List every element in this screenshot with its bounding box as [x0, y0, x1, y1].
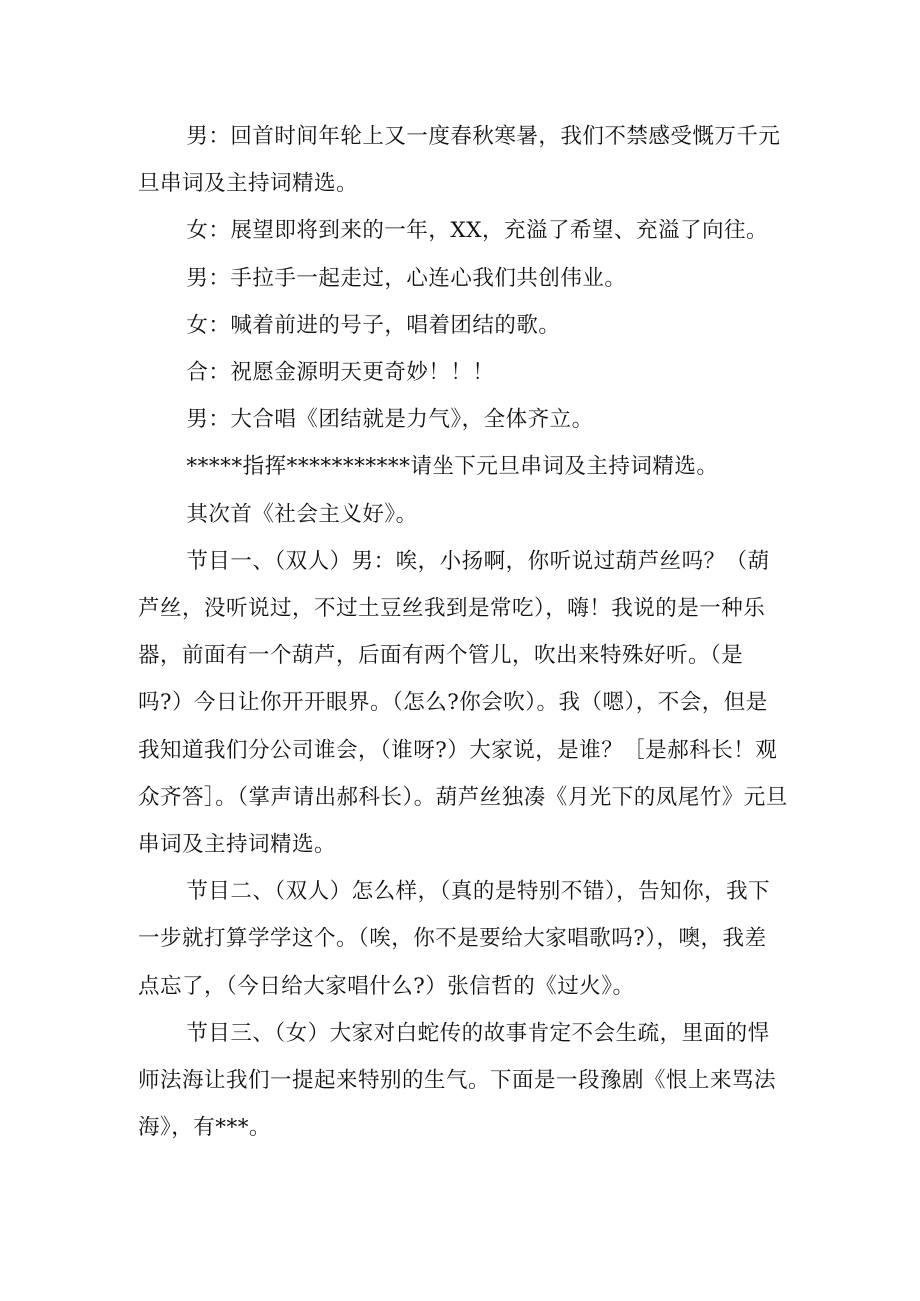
paragraph-program-two: 节目二、（双人）怎么样，（真的是特别不错），告知你，我下一步就打算学学这个。（唉，你不是要给大家唱歌吗?），噢，我差点忘了，（今日给大家唱什么?）张信哲的《过火》。	[138, 879, 771, 999]
paragraph-conductor: *****指挥***********请坐下元旦串词及主持词精选。	[186, 454, 719, 480]
paragraph-second-song: 其次首《社会主义好》。	[186, 501, 418, 527]
paragraph-program-one: 节目一、（双人）男：唉，小扬啊，你听说过葫芦丝吗？（葫芦丝，没听说过，不过土豆丝我到是常吃），嗨！我说的是一种乐器，前面有一个葫芦，后面有两个管儿，吹出来特殊好听。（是吗?）今日让你开开眼界。（怎么?你会吹）。我（嗯），不会，但是我知道我们分公司谁会，（谁呀?）大家说，是谁？［是郝科长！观众齐答］。（掌声请出郝科长）。葫芦丝独凑《月光下的凤尾竹》元旦串词及主持词精选。	[138, 548, 788, 858]
paragraph-male-chorus: 男：大合唱《团结就是力气》，全体齐立。	[186, 407, 594, 433]
paragraph-male-opening: 男：回首时间年轮上又一度春秋寒暑，我们不禁感受慨万千元旦串词及主持词精选。	[138, 124, 781, 197]
paragraph-together-wish: 合：祝愿金源明天更奇妙！！！	[186, 360, 495, 386]
paragraph-program-three: 节目三、（女）大家对白蛇传的故事肯定不会生疏，里面的悍师法海让我们一提起来特别的生气。下面是一段豫剧《恨上来骂法海》，有***。	[138, 1020, 777, 1141]
paragraph-male-hand-in-hand: 男：手拉手一起走过，心连心我们共创伟业。	[186, 265, 627, 291]
paragraph-female-outlook: 女：展望即将到来的一年，XX，充溢了希望、充溢了向往。	[186, 218, 768, 244]
paragraph-female-song: 女：喊着前进的号子，唱着团结的歌。	[186, 312, 561, 338]
document-body	[138, 113, 788, 1151]
